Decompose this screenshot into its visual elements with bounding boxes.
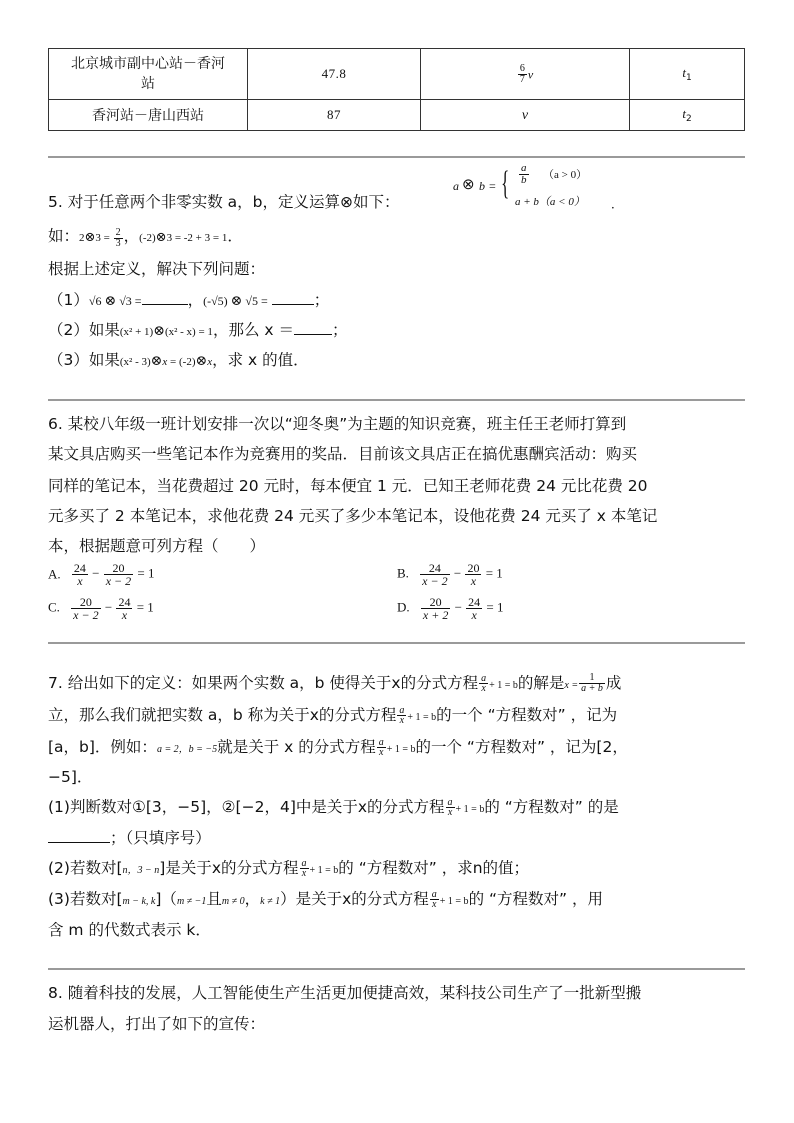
frac-num: 24 <box>118 595 131 609</box>
option-rhs: = 1 <box>136 599 154 615</box>
equation-rest: + 1 = b <box>489 680 518 691</box>
q7-text: 成 <box>605 674 622 692</box>
q7-text: −2，4]中是关于x的分式方程 <box>241 798 445 816</box>
condition: k ≠ 1 <box>260 896 281 907</box>
frac-num: 20 <box>467 561 480 575</box>
option-c[interactable]: C. $\frac{20}{x - 2}$ − $\frac{24}{x}$ = 1 <box>48 595 154 622</box>
frac-num: 20 <box>71 596 100 609</box>
q5-example: 如：2⊗3 = $\frac{2}{3}$ ，(-2)⊗3 = -2 + 3 = 1． <box>48 226 243 249</box>
frac-num: 1 <box>579 673 605 684</box>
distance-cell: 47.8 <box>248 49 421 100</box>
def-case2: a + b（a < 0） <box>515 196 585 208</box>
q7-text: 的解是 <box>517 674 565 692</box>
q7-part2: (2)若数对[n，3 − n]是关于x的分式方程 $\frac{a}{x}$ + 1 = b的 “方程数对” ，求n的值； <box>48 858 530 879</box>
option-rhs: = 1 <box>137 565 155 581</box>
q7-text: 7. 给出如下的定义：如果两个实数 a，b 使得关于x的分式方程 <box>48 674 479 692</box>
q6-line: 6. 某校八年级一班计划安排一次以“迎冬奥”为主题的知识竞赛，班主任王老师打算到 <box>48 415 627 433</box>
q7-text: ]（ <box>155 890 177 908</box>
speed-var: v <box>521 107 529 123</box>
q5-instruction: 根据上述定义，解决下列问题： <box>48 260 266 278</box>
p3-suffix: ，求 x 的值． <box>212 351 309 369</box>
speed-denominator: 7 <box>519 73 525 85</box>
frac-num: 24 <box>420 562 449 575</box>
solution-fraction <box>579 673 605 694</box>
q7-text: 的 “方程数对” ，用 <box>468 890 603 908</box>
q7-text: (1)判断数对①[3，−5]，②[ <box>48 798 242 816</box>
p2-label: （2）如果 <box>48 321 120 339</box>
q7-text: ]是关于x的分式方程 <box>159 859 299 877</box>
time-cell <box>630 49 745 100</box>
table-row <box>49 49 745 100</box>
q5-part1: （1）√6 ⊗ √3 = ，(-√5) ⊗ √5 = ； <box>48 291 330 309</box>
time-sub: 2 <box>685 114 692 124</box>
option-rhs: = 1 <box>486 599 504 615</box>
option-d[interactable]: D. $\frac{20}{x + 2}$ − $\frac{24}{x}$ = 1 <box>397 595 504 622</box>
section-divider <box>48 156 745 158</box>
option-label: C. <box>48 599 60 615</box>
frac-num: 24 <box>73 561 86 575</box>
distance-cell: 87 <box>248 100 421 131</box>
option-label: B. <box>397 565 409 581</box>
q7-text: 的一个 “方程数对” ，记为 <box>436 706 618 724</box>
q6-line: 同样的笔记本，当花费超过 20 元时，每本便宜 1 元．已知王老师花费 24 元比花费 20 <box>48 477 648 495</box>
q5-stem <box>48 192 399 212</box>
answer-blank[interactable] <box>294 334 332 335</box>
frac-den: x <box>470 574 477 588</box>
q7-line1 <box>48 673 621 696</box>
answer-blank[interactable] <box>272 304 314 305</box>
frac-num: 24 <box>468 595 481 609</box>
option-label: A. <box>48 566 61 582</box>
q7-text: ， <box>244 890 261 908</box>
q7-part3: (3)若数对[m − k, k]（m ≠ −1且m ≠ 0，k ≠ 1）是关于x的分式方程 $\frac{a}{x}$ + 1 = b的 “方程数对” ，用 <box>48 889 603 910</box>
answer-blank[interactable] <box>142 304 188 305</box>
q7-text: 的 “方程数对” ，求n的值； <box>338 859 530 877</box>
segment-text: 北京城市副中心站－香河站 <box>71 56 225 92</box>
q5-line1: 5. 对于任意两个非零实数 a，b，定义运算⊗如下： <box>48 193 400 211</box>
speed-fraction <box>518 64 527 85</box>
q7-text: 的一个 “方程数对” ，记为[2， <box>415 738 628 756</box>
pair-expr: m − k, k <box>122 896 156 907</box>
q7-text: 就是关于 x 的分式方程 <box>217 738 376 756</box>
condition: m ≠ −1 <box>176 896 207 907</box>
q7-text: 立，那么我们就把实数 a，b 称为关于x的分式方程 <box>48 706 397 724</box>
frac-den: x <box>121 608 128 622</box>
frac-den: x − 2 <box>73 608 99 622</box>
solution-lhs: x = <box>564 680 579 691</box>
q6-line: 元多买了 2 本笔记本，求他花费 24 元买了多少本笔记本，设他花费 24 元买了 x 本笔记 <box>48 507 658 525</box>
example-2: (-2)⊗3 = -2 + 3 = 1 <box>139 229 228 244</box>
q7-text: 的 “方程数对” 的是 <box>484 798 619 816</box>
section-divider <box>48 399 745 401</box>
option-label: D. <box>397 599 410 615</box>
q7-part1-answer <box>48 828 211 848</box>
q7-line3: [a，b]．例如：a = 2，b = −5就是关于 x 的分式方程 $\frac{a}{x}$ + 1 = b的一个 “方程数对” ，记为[2， <box>48 737 628 758</box>
q7-text: (2)若数对[ <box>48 859 123 877</box>
pair-expr: n，3 − n <box>122 865 160 876</box>
section-divider <box>48 642 745 644</box>
def-case1-cond: （a > 0） <box>543 169 588 181</box>
speed-cell <box>421 100 630 131</box>
frac-num: 20 <box>104 562 133 575</box>
p2-suffix: ，那么 x ＝ <box>212 321 294 339</box>
segment-cell: 香河站－唐山西站 <box>49 100 248 131</box>
condition: m ≠ 0 <box>221 896 245 907</box>
frac-den: x − 2 <box>422 574 448 588</box>
p3-label: （3）如果 <box>48 351 120 369</box>
speed-cell <box>421 49 630 100</box>
frac-den: x <box>471 608 477 622</box>
option-b[interactable]: B. $\frac{24}{x - 2}$ − $\frac{20}{x}$ = 1 <box>397 561 503 588</box>
q6-line: 某文具店购买一些笔记本作为竞赛用的奖品．目前该文具店正在搞优惠酬宾活动：购买 <box>48 445 638 463</box>
q7-line2: 立，那么我们就把实数 a，b 称为关于x的分式方程 $\frac{a}{x}$ + 1 = b的一个 “方程数对” ，记为 <box>48 705 618 726</box>
time-var: t <box>682 106 686 121</box>
table-row <box>49 100 745 131</box>
speed-numerator: 6 <box>519 62 525 74</box>
section-divider <box>48 968 745 970</box>
time-var: t <box>682 65 686 80</box>
frac-den: x − 2 <box>105 574 132 588</box>
time-sub: 1 <box>685 73 692 83</box>
example-values: a = 2，b = −5 <box>156 744 218 755</box>
q7-text: 且 <box>206 890 222 908</box>
frac-num: a <box>481 673 487 684</box>
frac-den: x <box>481 683 486 694</box>
q8-line1: 8. 随着科技的发展，人工智能使生产生活更加便捷高效，某科技公司生产了一批新型搬 <box>48 984 642 1002</box>
q5-part2: （2）如果(x² + 1)⊗(x² - x) = 1，那么 x ＝ ； <box>48 321 348 339</box>
option-a[interactable]: A. $\frac{24}{x}$ − $\frac{20}{x - 2}$ = 1 <box>48 561 155 588</box>
frac-den: x + 2 <box>422 608 449 622</box>
q7-text: ）是关于x的分式方程 <box>280 890 429 908</box>
equation-fraction <box>479 674 488 693</box>
speed-var: v <box>527 67 534 81</box>
q7-text: (3)若数对[ <box>48 890 123 908</box>
route-table <box>48 48 745 131</box>
segment-cell <box>49 49 248 100</box>
answer-blank[interactable] <box>48 842 110 843</box>
frac-num: 20 <box>421 596 450 609</box>
option-rhs: = 1 <box>485 565 503 581</box>
q7-part1: (1)判断数对①[3，−5]，②[−2，4]中是关于x的分式方程 $\frac{a}{x}$ + 1 = b的 “方程数对” 的是 <box>48 797 619 818</box>
example-prefix: 如： <box>48 227 80 245</box>
q6-line: 本，根据题意可列方程（ ） <box>48 537 266 555</box>
frac-den: a + b <box>581 683 603 694</box>
time-cell <box>630 100 745 131</box>
q7-text: ；（只填序号） <box>110 829 211 847</box>
q7-text: [a，b]．例如： <box>48 738 157 756</box>
q7-line4: −5]． <box>48 768 93 786</box>
q7-line9: 含 m 的代数式表示 k． <box>48 921 211 939</box>
p1-label: （1） <box>48 291 89 309</box>
q5-part3: （3）如果(x² - 3)⊗x = (-2)⊗x，求 x 的值． <box>48 351 309 369</box>
page: 北京城市副中心站－香河站 47.8 $\frac{6}{7}$ v $t_1$ 香河站－唐山西站 87 v $t_2$ 5. 对于任意两个非零实数 a，b，定义运算⊗如下： a ⊗ b = { $\frac{a}{b}$ （a > 0） a + b（a < 0） ． 如：2⊗3 = $\frac{2}{3}$ ，(-2)⊗3 = -2 + 3 = 1． 根据上述定义，解决下列问题： （1）√6 ⊗ √3 = ，(-√5) ⊗ √5 = ； （2）如果(x² + 1)⊗(x² - x) = 1，那么 x ＝ ； （3）如果(x² - 3)⊗x = (-2)⊗x，求 x 的值． 6. 某校八年级一班计划安排一次以“迎冬奥”为主题的知识竞赛，班主任王老师打算到 某文具店购买一些笔记本作为竞赛用的奖品．目前该文具店正在搞优惠酬宾活动：购买 同样的笔记本，当花费超过 20 元时，每本便宜 1 元．已知王老师花费 24 元比花费 20 元多买了 2 本笔记本，求他花费 24 元买了多少本笔记本，设他花费 24 元买了 x 本笔记 本，根据题意可列方程（ ） A. $\frac{24}{x}$ − $\frac{20}{x - 2}$ = 1 B. $\frac{24}{x - 2}$ − $\frac{20}{x}$ = 1 C. $\frac{20}{x - 2}$ − $\frac{24}{x}$ = 1 D. $\frac{20}{x + 2}$ − $\frac{24}{x}$ = 1 7. 给出如下的定义：如果两个实数 a，b 使得关于x的分式方程 $\frac{a}{x}$ + 1 = b的解是x = $\frac{1}{a + b}$ 成 立，那么我们就把实数 a，b 称为关于x的分式方程 $\frac{a}{x}$ + 1 = b的一个 “方程数对” ，记为 [a，b]．例如：a = 2，b = −5就是关于 x 的分式方程 $\frac{a}{x}$ + 1 = b的一个 “方程数对” ，记为[2， −5]． (1)判断数对①[3，−5]，②[−2，4]中是关于x的分式方程 $\frac{a}{x}$ + 1 = b的 “方程数对” 的是 ；（只填序号） (2)若数对[n，3 − n]是关于x的分式方程 $\frac{a}{x}$ + 1 = b的 “方程数对” ，求n的值； (3)若数对[m − k, k]（m ≠ −1且m ≠ 0，k ≠ 1）是关于x的分式方程 $\frac{a}{x}$ + 1 = b的 “方程数对” ，用 含 m 的代数式表示 k． 8. 随着科技的发展，人工智能使生产生活更加便捷高效，某科技公司生产了一批新型搬 运机器人，打出了如下的宣传： <box>0 0 794 1123</box>
frac-den: x <box>77 574 83 588</box>
q8-line2: 运机器人，打出了如下的宣传： <box>48 1015 266 1033</box>
